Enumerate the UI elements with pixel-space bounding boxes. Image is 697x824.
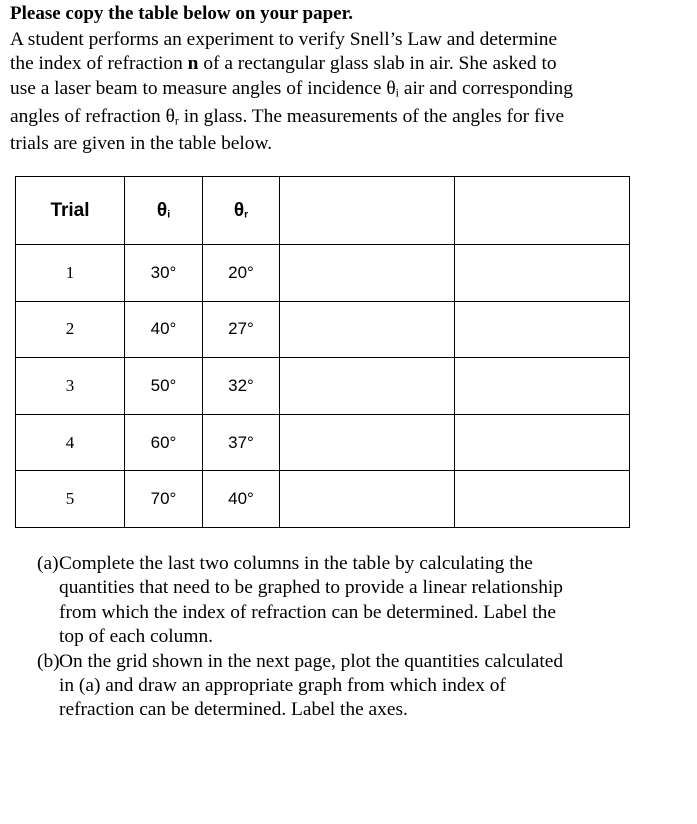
header-blank-column-4 (280, 177, 455, 245)
table-row (16, 471, 630, 528)
cell-blank (280, 358, 455, 415)
cell-blank (280, 414, 455, 471)
cell-theta-i: 40° (125, 301, 203, 358)
table-row (16, 414, 630, 471)
table-row (16, 358, 630, 415)
cell-blank (455, 414, 630, 471)
header-blank-column-5 (455, 177, 630, 245)
cell-theta-i: 50° (125, 358, 203, 415)
cell-theta-i: 70° (125, 471, 203, 528)
table-header-row (16, 177, 630, 245)
intro-paragraph (10, 28, 670, 157)
cell-theta-r: 20° (203, 245, 280, 302)
header-theta-i-subscript: i (167, 209, 171, 221)
question-a-label: (a) (37, 553, 59, 574)
intro-line-2-post: of a rectangular glass slab in air. She asked to (198, 53, 557, 75)
intro-line-4-post: in glass. The measurements of the angles for five (178, 105, 565, 127)
page-heading: Please copy the table below on your paper. (10, 3, 354, 24)
question-a-line-1: Complete the last two columns in the table by calculating the (59, 553, 533, 574)
measurements-table (15, 176, 630, 528)
header-theta-r-symbol: θ (233, 199, 245, 221)
cell-blank (280, 245, 455, 302)
intro-line-1: A student performs an experiment to verify Snell’s Law and determine (10, 29, 558, 50)
cell-trial: 4 (16, 414, 125, 471)
intro-line-2-pre: the index of refraction (10, 53, 188, 75)
cell-theta-i: 60° (125, 414, 203, 471)
intro-line-3-post: air and corresponding (398, 77, 573, 99)
cell-blank (455, 245, 630, 302)
header-theta-r-subscript: r (244, 209, 249, 221)
question-a-line-4: top of each column. (59, 626, 213, 648)
cell-trial: 2 (16, 301, 125, 358)
intro-line-4-pre: angles of refraction θ (10, 105, 175, 127)
intro-line-4 (10, 105, 670, 133)
cell-blank (455, 301, 630, 358)
cell-theta-r: 40° (203, 471, 280, 528)
incidence-subscript: i (395, 85, 399, 100)
cell-theta-r: 37° (203, 414, 280, 471)
header-theta-i (125, 177, 203, 245)
refraction-index-symbol: n (187, 53, 199, 75)
refraction-subscript: r (174, 113, 179, 127)
question-b-line-1: On the grid shown in the next page, plot the quantities calculated (59, 650, 564, 672)
intro-line-2 (10, 52, 670, 76)
question-a-line-2: quantities that need to be graphed to provide a linear relationship (59, 577, 563, 599)
question-a-line-3: from which the index of refraction can be determined. Label the (59, 601, 556, 623)
cell-theta-i: 30° (125, 245, 203, 302)
cell-blank (455, 358, 630, 415)
cell-trial: 3 (16, 358, 125, 415)
cell-blank (280, 301, 455, 358)
cell-trial: 5 (16, 471, 125, 528)
intro-line-3 (10, 77, 670, 105)
question-b-line-2: in (a) and draw an appropriate graph from which index of (59, 675, 506, 697)
header-trial: Trial (16, 177, 125, 245)
question-b (37, 650, 657, 723)
header-theta-r (203, 177, 280, 245)
table-row (16, 245, 630, 302)
question-a (37, 552, 657, 650)
header-theta-i-symbol: θ (156, 199, 168, 221)
intro-line-5: trials are given in the table below. (10, 133, 273, 155)
cell-blank (280, 471, 455, 528)
intro-line-3-pre: use a laser beam to measure angles of incidence θ (10, 77, 396, 99)
cell-trial: 1 (16, 245, 125, 302)
cell-blank (455, 471, 630, 528)
table-row (16, 301, 630, 358)
cell-theta-r: 32° (203, 358, 280, 415)
question-b-label: (b) (37, 650, 60, 672)
question-b-line-3: refraction can be determined. Label the axes. (59, 699, 408, 721)
questions-list (37, 552, 657, 723)
cell-theta-r: 27° (203, 301, 280, 358)
